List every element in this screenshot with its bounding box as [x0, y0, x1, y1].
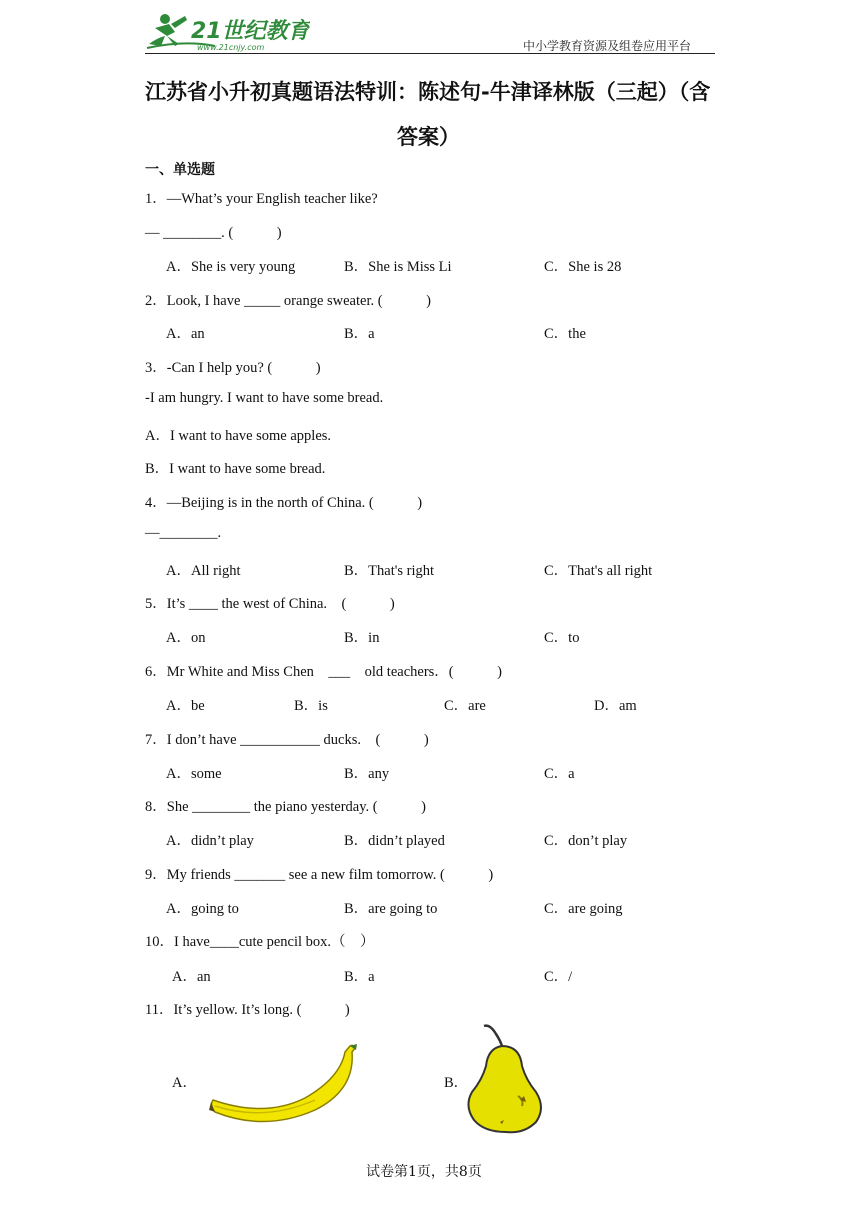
question-3-option-a[interactable]: A．I want to have some apples.: [145, 428, 332, 444]
question-2-option-c[interactable]: C．the: [544, 326, 586, 342]
question-9-option-c[interactable]: C．are going: [544, 901, 623, 917]
document-title-line2: 答案）: [397, 125, 460, 149]
question-8-option-a[interactable]: A．didn’t play: [166, 833, 254, 849]
question-8-stem: 8．She ________ the piano yesterday. ( ): [145, 799, 426, 815]
svg-text:www.21cnjy.com: www.21cnjy.com: [197, 43, 265, 52]
banana-image[interactable]: [205, 1040, 360, 1125]
question-3-option-b[interactable]: B．I want to have some bread.: [145, 461, 326, 477]
page-footer: 试卷第1页，共8页: [366, 1164, 482, 1180]
question-2-stem: 2．Look, I have _____ orange sweater. ( ): [145, 293, 431, 309]
question-3-stem: 3．-Can I help you? ( ): [145, 360, 321, 376]
question-5-option-c[interactable]: C．to: [544, 630, 580, 646]
question-5-stem: 5．It’s ____ the west of China. ( ): [145, 596, 395, 612]
question-10-option-a[interactable]: A．an: [172, 969, 211, 985]
question-1-option-b[interactable]: B．She is Miss Li: [344, 259, 452, 275]
question-9-stem: 9．My friends _______ see a new film tomorrow. ( ): [145, 867, 494, 883]
question-6-stem: 6．Mr White and Miss Chen ___ old teachers．( ): [145, 664, 502, 680]
question-8-option-b[interactable]: B．didn’t played: [344, 833, 445, 849]
logo-icon: [145, 10, 310, 52]
question-4-option-c[interactable]: C．That's all right: [544, 563, 653, 579]
question-4-option-b[interactable]: B．That's right: [344, 563, 435, 579]
question-11-option-a[interactable]: A．: [172, 1075, 197, 1091]
platform-name: 中小学教育资源及组卷应用平台: [523, 39, 692, 53]
question-3-dialogue: -I am hungry. I want to have some bread.: [145, 390, 384, 406]
question-1-option-c[interactable]: C．She is 28: [544, 259, 622, 275]
question-10-option-b[interactable]: B．a: [344, 969, 375, 985]
question-6-option-d[interactable]: D．am: [594, 698, 637, 714]
question-1-option-a[interactable]: A．She is very young: [166, 259, 296, 275]
question-6-option-a[interactable]: A．be: [166, 698, 205, 714]
question-2-option-a[interactable]: A．an: [166, 326, 205, 342]
question-1-stem: 1．—What’s your English teacher like?: [145, 191, 378, 207]
question-2-option-b[interactable]: B．a: [344, 326, 375, 342]
document-title-line1: 江苏省小升初真题语法特训：陈述句-牛津译林版（三起）（含: [145, 80, 711, 104]
question-4-answer-line: —________.: [145, 525, 222, 541]
question-7-option-b[interactable]: B．any: [344, 766, 390, 782]
question-1-answer-line: — ________. ( ): [145, 225, 282, 241]
question-7-stem: 7．I don’t have ___________ ducks. ( ): [145, 732, 429, 748]
question-6-option-b[interactable]: B．is: [294, 698, 328, 714]
question-5-option-a[interactable]: A．on: [166, 630, 206, 646]
question-6-option-c[interactable]: C．are: [444, 698, 486, 714]
question-9-option-a[interactable]: A．going to: [166, 901, 239, 917]
question-5-option-b[interactable]: B．in: [344, 630, 380, 646]
svg-text:21世纪教育: 21世纪教育: [191, 19, 310, 44]
question-7-option-c[interactable]: C．a: [544, 766, 575, 782]
question-9-option-b[interactable]: B．are going to: [344, 901, 438, 917]
section-heading: 一、单选题: [145, 162, 215, 178]
question-11-option-b[interactable]: B．: [444, 1075, 469, 1091]
question-11-stem: 11．It’s yellow. It’s long. ( ): [145, 1002, 350, 1018]
question-10-option-c[interactable]: C．/: [544, 969, 573, 985]
question-8-option-c[interactable]: C．don’t play: [544, 833, 628, 849]
question-4-option-a[interactable]: A．All right: [166, 563, 241, 579]
question-10-stem: 10．I have____cute pencil box.（ ）: [145, 934, 375, 950]
question-7-option-a[interactable]: A．some: [166, 766, 222, 782]
question-4-stem: 4．—Beijing is in the north of China. ( ): [145, 495, 423, 511]
pear-image[interactable]: [462, 1024, 547, 1134]
header-divider: [145, 53, 715, 54]
